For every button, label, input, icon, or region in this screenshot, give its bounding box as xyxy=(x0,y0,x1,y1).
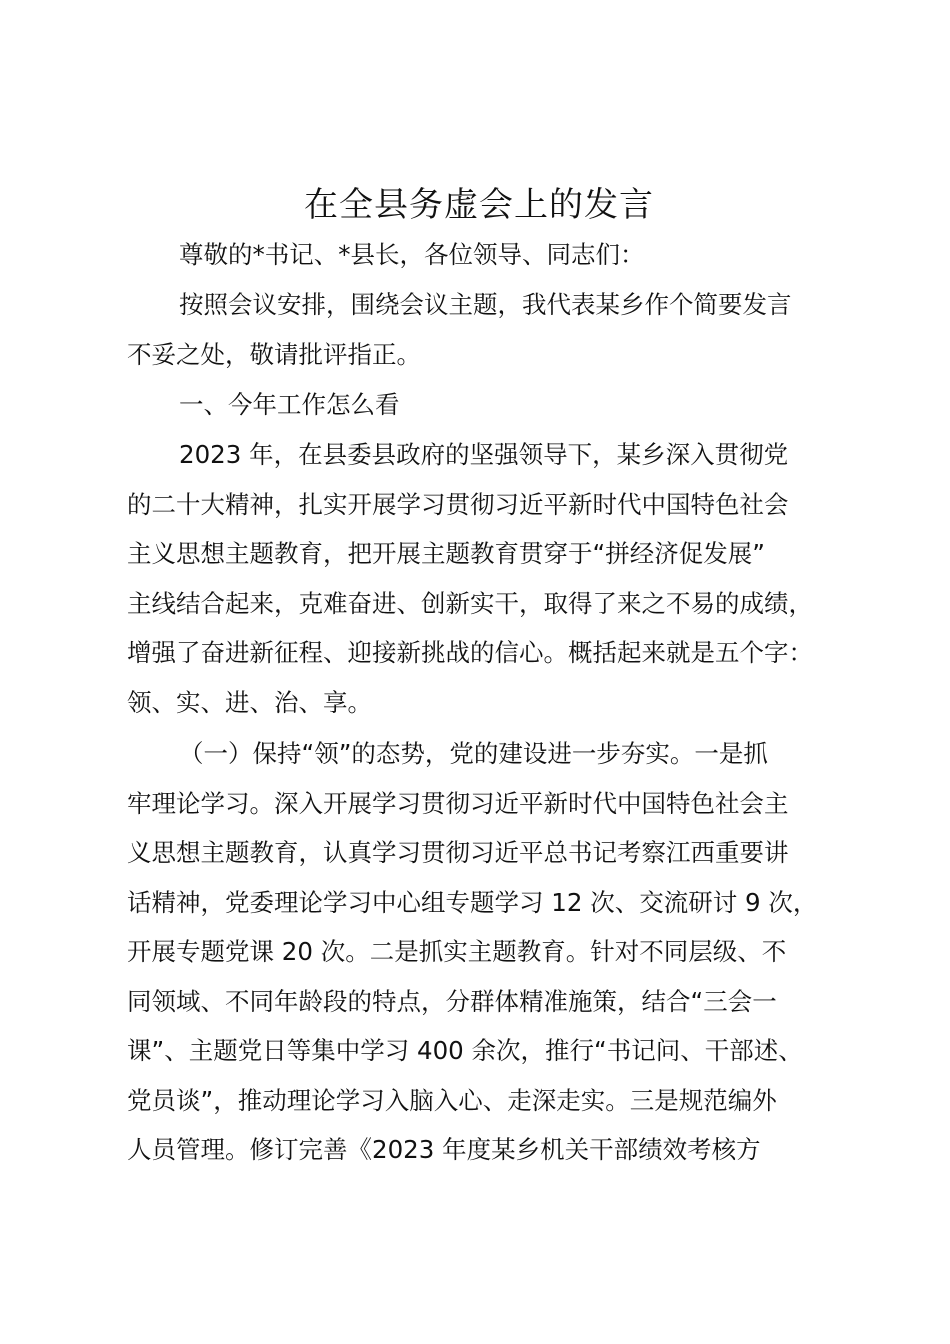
paragraph-line: 主义思想主题教育，把开展主题教育贯穿于“拼经济促发展” xyxy=(127,539,765,568)
overview-paragraph xyxy=(127,430,862,727)
paragraph-line: 人员管理。修订完善《2023 年度某乡机关干部绩效考核方 xyxy=(127,1135,761,1164)
paragraph-line: 一、今年工作怎么看 xyxy=(179,390,400,419)
party-building-paragraph xyxy=(127,729,862,1175)
paragraph-line: 主线结合起来，克难奋进、创新实干，取得了来之不易的成绩， xyxy=(127,588,813,618)
intro-paragraph xyxy=(127,280,862,379)
paragraph-line: 义思想主题教育，认真学习贯彻习近平总书记考察江西重要讲 xyxy=(127,838,789,867)
paragraph-line: 领、实、进、治、享。 xyxy=(127,687,372,717)
salutation-paragraph xyxy=(127,230,862,280)
paragraph-line: 2023 年，在县委县政府的坚强领导下，某乡深入贯彻党 xyxy=(179,440,789,469)
paragraph-line: 牢理论学习。深入开展学习贯彻习近平新时代中国特色社会主 xyxy=(127,788,789,818)
paragraph-line: 开展专题党课 20 次。二是抓实主题教育。针对不同层级、不 xyxy=(127,937,787,966)
paragraph-line: 同领域、不同年龄段的特点，分群体精准施策，结合“三会一 xyxy=(127,986,777,1016)
document-title: 在全县务虚会上的发言 xyxy=(304,185,654,225)
section-heading xyxy=(127,380,862,430)
paragraph-line: 的二十大精神，扎实开展学习贯彻习近平新时代中国特色社会 xyxy=(127,489,789,519)
paragraph-line: 不妥之处，敬请批评指正。 xyxy=(127,339,421,369)
paragraph-line: 增强了奋进新征程、迎接新挑战的信心。概括起来就是五个字： xyxy=(127,638,813,667)
paragraph-line: 课”、主题党日等集中学习 400 余次，推行“书记问、干部述、 xyxy=(127,1036,803,1065)
paragraph-line: 按照会议安排，围绕会议主题，我代表某乡作个简要发言 xyxy=(179,290,792,319)
paragraph-line: 话精神，党委理论学习中心组专题学习 12 次、交流研讨 9 次， xyxy=(127,887,818,917)
paragraph-line: 尊敬的*书记、*县长，各位领导、同志们： xyxy=(179,240,645,269)
paragraph-line: （一）保持“领”的态势，党的建设进一步夯实。一是抓 xyxy=(179,739,768,768)
paragraph-line: 党员谈”，推动理论学习入脑入心、走深走实。三是规范编外 xyxy=(127,1085,777,1115)
